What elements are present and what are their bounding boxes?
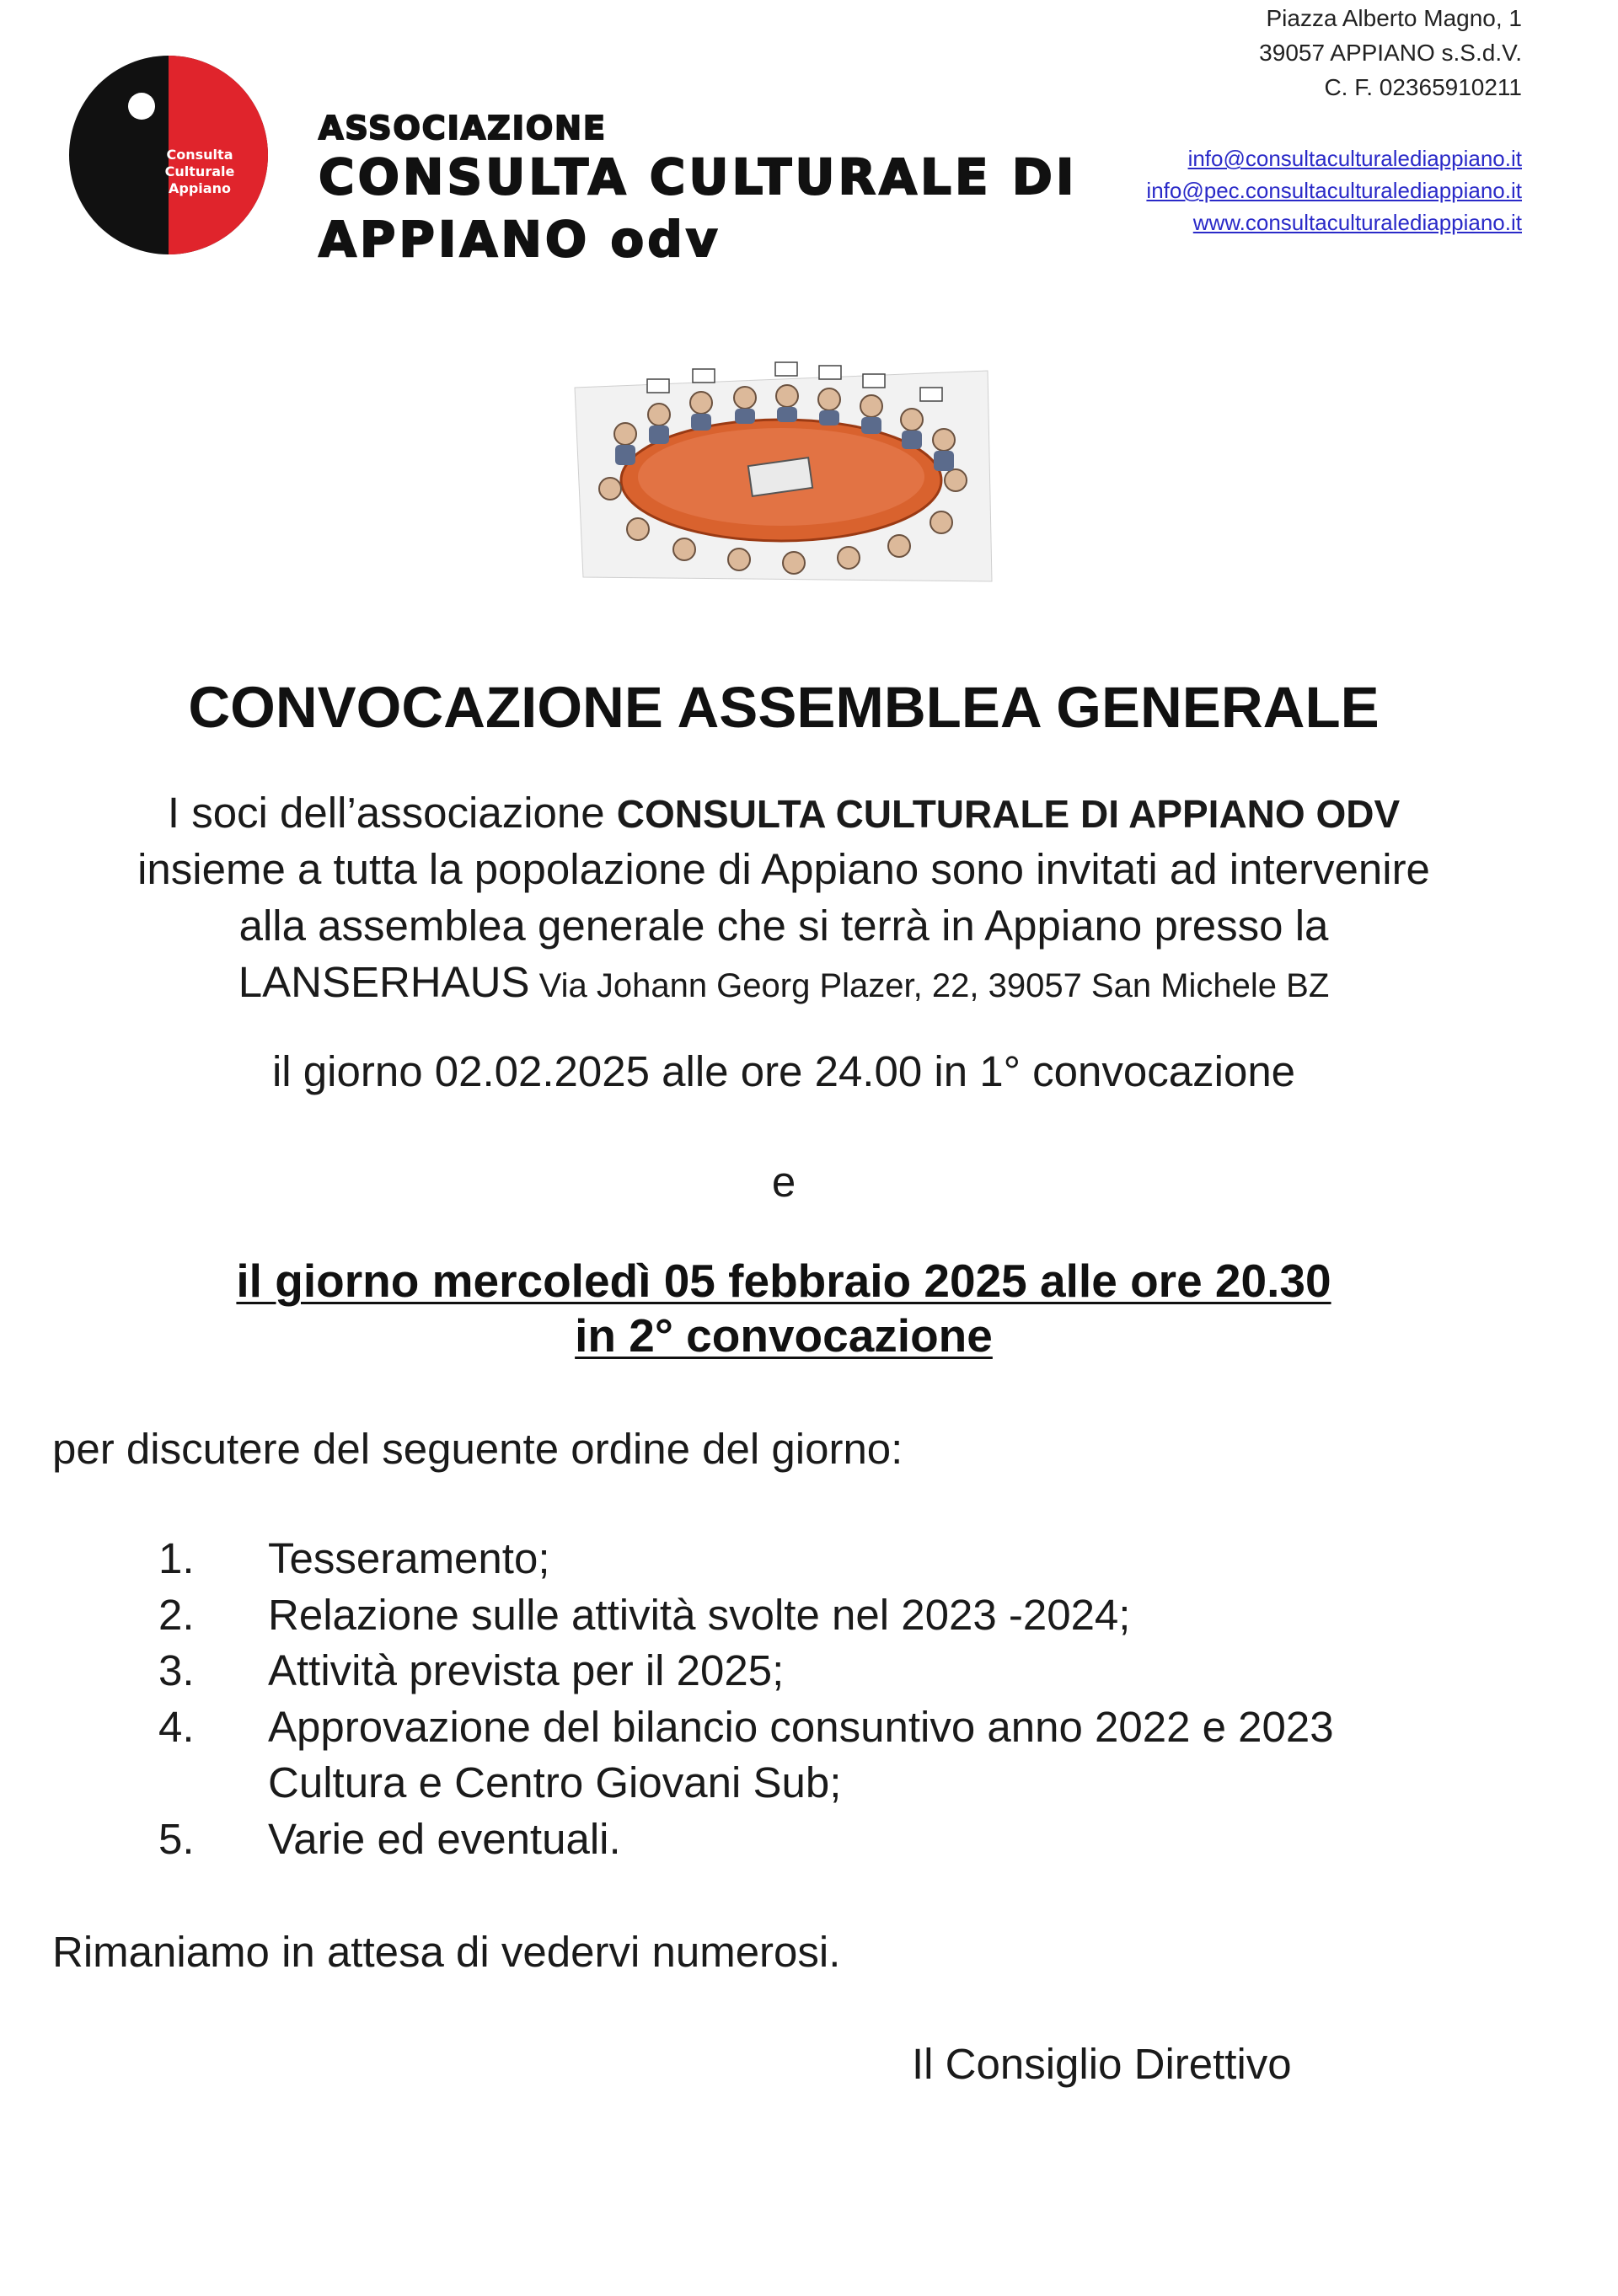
fiscal-code: C. F. 02365910211: [1324, 74, 1522, 100]
website-link[interactable]: www.consultaculturalediappiano.it: [1192, 210, 1522, 235]
agenda-item: [158, 1646, 784, 1695]
address-line2: 39057 APPIANO s.S.d.V.: [1259, 40, 1522, 66]
agenda-item-text: Varie ed eventuali.: [268, 1815, 621, 1863]
address-line1: Piazza Alberto Magno, 1: [1266, 5, 1522, 31]
invitation-line1: [0, 788, 1567, 838]
agenda-item-number: 5.: [158, 1815, 195, 1863]
agenda-intro: per discutere del seguente ordine del giorno:: [52, 1425, 903, 1473]
signature: Il Consiglio Direttivo: [912, 2040, 1292, 2088]
agenda-item: [158, 1702, 1334, 1752]
agenda-item-number: 1.: [158, 1534, 195, 1582]
agenda-item: [158, 1814, 621, 1864]
logo-text-line1: Consulta: [166, 147, 233, 163]
venue-address: Via Johann Georg Plazer, 22, 39057 San Michele BZ: [529, 967, 1330, 1004]
invitation-line2: insieme a tutta la popolazione di Appiano sono invitati ad intervenire: [137, 845, 1430, 893]
invitation-line1-prefix: I soci dell’associazione: [167, 789, 617, 837]
agenda-item: [158, 1590, 1130, 1640]
second-call-date: [0, 1254, 1567, 1308]
agenda-item-text: Relazione sulle attività svolte nel 2023 -2024;: [268, 1591, 1131, 1639]
venue-line: [0, 957, 1567, 1007]
agenda-item-text: Attività prevista per il 2025;: [268, 1646, 785, 1694]
org-name-line1: CONSULTA CULTURALE DI: [319, 148, 1078, 206]
association-logo: [67, 54, 270, 256]
logo-text-line3: Appiano: [169, 180, 231, 196]
email-link[interactable]: info@consultaculturalediappiano.it: [1187, 146, 1522, 171]
second-call-line1: il giorno mercoledì 05 febbraio 2025 alle ore 20.30: [236, 1255, 1331, 1307]
meeting-table-illustration-icon: [566, 354, 994, 588]
second-call-line2: in 2° convocazione: [575, 1309, 993, 1362]
agenda-item-continuation: Cultura e Centro Giovani Sub;: [268, 1758, 842, 1806]
invitation-line3: alla assemblea generale che si terrà in Appiano presso la: [238, 902, 1329, 950]
first-call-date: il giorno 02.02.2025 alle ore 24.00 in 1° convocazione: [271, 1047, 1296, 1095]
association-name-bold: CONSULTA CULTURALE DI APPIANO ODV: [616, 792, 1401, 836]
logo-text-line2: Culturale: [164, 163, 235, 179]
second-call-convocation: [0, 1309, 1567, 1362]
agenda-item-number: 4.: [158, 1703, 195, 1751]
agenda-item-text: Tesseramento;: [268, 1534, 550, 1582]
logo-dot-icon: [128, 93, 155, 120]
venue-name: LANSERHAUS: [238, 958, 530, 1006]
conjunction: e: [771, 1158, 796, 1206]
org-name-line2: APPIANO odv: [319, 211, 721, 268]
page-title: CONVOCAZIONE ASSEMBLEA GENERALE: [188, 675, 1380, 740]
closing-text: Rimaniamo in attesa di vedervi numerosi.: [52, 1928, 841, 1976]
agenda-item: [158, 1533, 550, 1583]
agenda-item-number: 3.: [158, 1646, 195, 1694]
pec-email-link[interactable]: info@pec.consultaculturalediappiano.it: [1146, 178, 1522, 203]
org-prefix: ASSOCIAZIONE: [319, 110, 607, 147]
agenda-item-text: Approvazione del bilancio consuntivo anno 2022 e 2023: [268, 1703, 1334, 1751]
agenda-item-number: 2.: [158, 1591, 195, 1639]
